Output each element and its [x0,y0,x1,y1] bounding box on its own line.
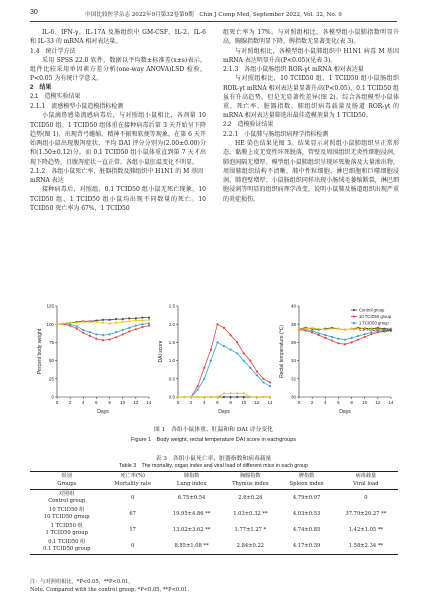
table-header-4: 脾指数 Spleen index [279,472,333,490]
data-point [135,319,137,321]
right-column-block-5: 2.2.1 小鼠肺与肠组织病理学指标检测 [223,130,329,138]
body-weight-chart [35,300,153,415]
data-point [249,360,251,362]
data-point [89,331,91,333]
data-point [141,317,143,319]
data-point [128,317,130,319]
data-point [256,396,258,398]
table-header-0: 组别 Groups [30,472,103,490]
x-axis-label: Days [97,409,109,415]
data-point [148,325,150,327]
data-point [82,332,84,334]
data-point [108,319,110,321]
data-point [311,327,313,329]
table-cell: 4.17±0.59 [279,538,333,555]
data-point [223,392,225,394]
data-point [223,327,225,329]
running-header [30,9,397,22]
data-point [337,342,339,344]
data-point [82,321,84,323]
right-column [223,28,399,204]
data-point [108,333,110,335]
left-column-block-0: IL-6、IFN-γ、IL-17A 及肠组织中 GM-CSF、IL-2、IL-6 和 IL-33 的 mRNA 相对表达量。 [30,29,206,46]
table-cell: 37.79±20.27 ** [345,510,387,517]
data-point [102,319,104,321]
data-point [229,396,231,398]
legend-marker [353,328,355,330]
data-point [177,396,179,398]
x-tick-label: 6 [95,400,98,405]
data-point [115,336,117,338]
x-tick-label: 14 [146,400,152,405]
data-point [135,328,137,330]
x-tick-label: 10 [241,400,247,405]
table-cell: 0.1 TCID50 组 0.1 TCID50 group [30,538,103,555]
data-point [243,360,245,362]
data-point [262,378,264,380]
data-point [229,392,231,394]
data-point [324,329,326,331]
table-cell: 4.74±0.85 [292,526,321,533]
table-cell: 1.42±1.05 ** [348,526,384,533]
data-point [102,334,104,336]
x-tick-label: 10 [362,400,368,405]
table-header-2: 肺指数 Lung index [162,472,221,490]
data-point [210,360,212,362]
right-column-block-2: 2.1.3 各组小鼠肠组织 ROR-γt mRNA 相对表达量 [223,66,364,73]
x-tick-label: 2 [189,400,193,405]
y-tick-label: 1.0 [168,358,175,364]
table-cell: 67 [129,510,136,517]
left-column-block-2: 采用 SPSS 22.0 软件，数据以平均数±标准差(x±s)表示，组件比较采用单因素方差分析(one-way ANOVA)LSD 检验，P<0.05 为有统计学意义。 [30,56,206,83]
legend-label: 0.1 TCID50 group [359,327,393,332]
x-tick-label: 4 [203,400,206,405]
data-point [249,367,251,369]
legend-label: 10 TCID50 group [359,314,392,319]
table-cell: 8.85±1.08 ** [162,538,221,555]
table-cell: 1.77±1.27 * [234,526,267,533]
data-point [269,381,271,383]
data-point [298,328,300,330]
series-line-1 [57,324,149,340]
data-point [337,338,339,340]
y-tick-label: 50 [48,358,54,364]
data-point [223,396,225,398]
x-tick-label: 2 [310,400,314,405]
table-note-en: Note. Compared with the control group, *P<0.05, **P<0.01. [30,587,190,593]
y-tick-label: 1.5 [168,340,175,345]
data-point [69,322,71,324]
right-column-block-1: 与对照组相比，各模型组小鼠肺组织中 H1N1 病毒 M 基因 mRNA 表达明显升高(P<0.05)(见表 3)。 [223,47,399,64]
y-tick-label: 0 [51,394,54,400]
x-tick-label: 14 [267,400,273,405]
y-axis-label: Percent body weight [37,328,43,375]
y-tick-label: 125 [46,303,54,309]
data-point [311,329,313,331]
data-point [304,328,306,330]
table-row [30,490,398,507]
data-point [364,333,366,335]
data-point [76,325,78,327]
data-point [210,349,212,351]
table-3 [30,471,398,555]
figure-caption-en: Figure 1 Body weight, rectal temperature DAI score in eachgroups [130,437,297,443]
y-tick-label: 2.5 [168,303,175,309]
data-point [262,381,264,383]
rectal-temp-chart [277,300,395,415]
data-point [216,341,218,343]
data-point [190,396,192,398]
table-row [30,538,398,555]
table-cell: 1 TCID50 组 1 TCID50 group [45,523,88,536]
data-point [357,339,359,341]
data-point [236,352,238,354]
data-point [76,327,78,329]
data-point [135,317,137,319]
data-point [344,329,346,331]
data-point [337,328,339,330]
data-point [183,396,185,398]
table-row [30,506,398,522]
data-point [210,396,212,398]
data-point [141,323,143,325]
data-point [197,389,199,391]
data-point [223,345,225,347]
table-cell: 4.03±0.53 [292,510,321,517]
data-point [122,321,124,323]
data-point [331,339,333,341]
table-notes [30,578,189,594]
x-tick-label: 12 [375,400,381,405]
table-note-cn: 注：与对照组相比，*P<0.05，**P<0.01。 [30,579,134,585]
table-cell: 对照组 Control group [48,491,86,504]
x-tick-label: 6 [216,400,219,405]
data-point [102,322,104,324]
data-point [76,322,78,324]
table-cell: 0 [131,494,135,501]
x-tick-label: 8 [108,400,111,405]
y-tick-label: 75 [48,340,54,345]
data-point [95,321,97,323]
legend-marker [353,322,355,324]
data-point [148,322,150,324]
data-point [122,329,124,331]
data-point [318,332,320,334]
x-tick-label: 10 [120,400,126,405]
y-tick-label: 36 [290,340,296,345]
journal-title: 中国比较医学杂志 2022年9月第32卷第9期 Chin J Comp Med, September 2022, Vol. 32, No. 9 [85,12,342,18]
x-tick-label: 0 [297,400,301,405]
data-point [82,329,84,331]
table-cell: 0 [103,538,161,555]
data-point [324,337,326,339]
data-point [95,333,97,335]
data-point [331,328,333,330]
x-tick-label: 12 [133,400,139,405]
right-column-block-0: 组死亡率为 17%。与对照组相比，各模型组小鼠肺指数明显升高，胸腺指数明显下降，脾指数无显著变化(表 3)。 [223,29,399,46]
data-point [128,327,130,329]
data-point [148,317,150,319]
table-header-3: 胸腺指数 Thymus index [221,472,279,490]
left-column-block-1: 1.4 统计学方法 [30,47,76,55]
data-point [115,331,117,333]
table-header-row [30,472,398,490]
y-tick-label: 34 [290,358,296,364]
y-tick-label: 30 [290,394,296,400]
left-column-block-8: 接种病毒后，对照组、0.1 TCID50 组小鼠无死亡现象，10 TCID50 组、1 TCID50 组小鼠均出现不同数量的死亡。10 TCID50 死亡率为 67%，1 TCID50 [30,186,206,212]
data-point [216,396,218,398]
y-tick-label: 0.5 [168,376,175,382]
data-point [108,322,110,324]
x-tick-label: 12 [254,400,260,405]
data-point [229,349,231,351]
data-point [102,339,104,341]
table-cell: 4.79±0.97 [292,494,321,501]
data-point [122,333,124,335]
data-point [128,320,130,322]
table-header-1: 死亡率(%) Mortality rate [103,472,161,490]
data-point [269,396,271,398]
data-point [89,321,91,323]
y-tick-label: 100 [46,321,54,327]
legend-label: Control group [359,307,385,313]
data-point [243,396,245,398]
data-point [141,319,143,321]
data-point [135,325,137,327]
data-point [331,336,333,338]
data-point [56,323,58,325]
data-point [216,323,218,325]
data-point [350,341,352,343]
page-number: 30 [30,9,38,16]
table-cell: 0 [364,494,368,501]
table-header-5: 病毒载量 Viral load [334,472,398,490]
legend-marker [353,309,355,311]
data-point [344,339,346,341]
figure-1 [35,300,395,418]
y-tick-label: 25 [48,376,54,382]
figure-caption-cn: 图 1 各组小鼠体重、肛温和和 DAI 评分变化 [154,427,273,433]
table-cell: 17 [129,526,136,533]
data-point [357,335,359,337]
x-tick-label: 8 [350,400,353,405]
data-point [115,318,117,320]
data-point [122,318,124,320]
series-line-1 [178,324,270,397]
data-point [229,334,231,336]
data-point [141,326,143,328]
left-column [30,28,206,213]
x-tick-label: 0 [55,400,59,405]
data-point [256,374,258,376]
x-tick-label: 4 [324,400,327,405]
data-point [324,334,326,336]
dai-score-chart [156,300,274,415]
data-point [203,396,205,398]
data-point [148,319,150,321]
table-cell: 1.58±2.34 ** [334,538,398,555]
data-point [108,338,110,340]
table-cell: 19.95±4.86 ** [172,510,211,517]
left-column-block-4: 2.1 造模实验结果 [30,93,81,100]
data-point [236,396,238,398]
x-axis-label: Days [339,409,351,415]
y-tick-label: 32 [290,376,296,382]
table-cell: 2.6±0.24 [238,494,263,501]
data-point [243,352,245,354]
data-point [115,322,117,324]
left-column-block-3: 2 结果 [30,84,52,91]
data-point [262,396,264,398]
data-point [350,337,352,339]
data-point [197,396,199,398]
data-point [95,338,97,340]
legend-marker [353,315,355,317]
table-cell: 13.02±3.62 ** [172,526,211,533]
x-tick-label: 2 [68,400,72,405]
table-caption-cn: 表 3 各组小鼠死亡率、脏器指数和病毒载量 [155,456,272,462]
data-point [62,322,64,324]
table-row [30,522,398,538]
data-point [364,336,366,338]
table-cell: 6.75±0.54 [177,494,206,501]
y-tick-label: 40 [290,303,296,309]
data-point [269,385,271,387]
right-column-block-3: 与对照组相比，10 TCID50 组、1 TCID50 组小鼠肠组织 ROR-γt mRNA 相对表达量显著升高(P<0.05)，0.1 TCID50 组虽有升高趋势，但是无显著性差异(图 2)。综合各组模型小鼠体重、死亡率、脏器指数、肺组织病毒载量及肠道 ROR-γt 的 mRNA 相对表达量筛选出最佳造模剂量为 1 TCID50。 [223,75,399,120]
data-point [243,392,245,394]
data-point [203,367,205,369]
table-caption-en: Table 3 The mortality, organ index and viral load of different mice in each group [119,463,308,469]
y-tick-label: 0.0 [168,394,175,400]
x-tick-label: 8 [229,400,232,405]
data-point [236,392,238,394]
data-point [203,378,205,380]
right-column-block-6: HE 染色结果见图 3。结果显示对照组小鼠肺组织呈正常形态，黏膜上皮无变性坏死脱落，管壁及周围组织无炎性细胞浸润，肺泡间隔无增厚。模型组小鼠肺组织呈现坏死脱落及大量渗出物，周围肺组织结构不清晰，肺中性粒细胞、淋巴细胞和巨噬细胞浸润，肺泡壁增厚；小鼠肠组织同样出现小肠绒毛萎缩断裂，淋巴细胞浸润等明显的组织病理学改变，说明小鼠肺及肠道组织出现严重的炎症损伤。 [223,140,399,203]
data-point [128,330,130,332]
data-point [249,396,251,398]
left-column-block-7: 2.1.2 各组小鼠死亡率、脏器指数及肺组织中 H1N1 的 M 基因 mRNA 表达 [30,167,204,184]
x-axis-label: Days [218,409,230,415]
data-point [256,370,258,372]
data-point [89,335,91,337]
data-point [197,385,199,387]
right-column-block-4: 2.2 造模验证结果 [223,121,274,128]
y-tick-label: 38 [290,321,296,327]
table-cell: 10 TCID50 组 10 TCID50 group [43,507,90,520]
y-axis-label: DAI score [158,340,164,363]
table-cell: 2.84±0.22 [221,538,279,555]
x-tick-label: 14 [388,400,394,405]
x-tick-label: 6 [337,400,340,405]
y-tick-label: 2.0 [168,321,175,327]
x-tick-label: 0 [176,400,180,405]
left-column-block-6: 小鼠滴鼻感染流感病毒后，与对照组小鼠相比，各剂量 10 TCID50 组、1 TCID50 组体重在接种病毒后第 3 天开始呈下降趋势(图 1)，出现背弓蜷缩、精神不振和软便等现象，在第 6 天开始两组小鼠出现腹泻症状，平均 DAI 评分分别为(2.00±0.00)分和(1.50±0.12)分。而 0.1 TCID50 组小鼠体重直到第 7 天才出现下降趋势，且腹泻症状一直正常。各组小鼠肛温变化不明显。 [30,112,206,166]
left-column-block-5: 2.1.1 流感模型小鼠造模指标检测 [30,103,124,110]
table-cell: 1.03±0.32 ** [233,510,268,517]
data-point [236,341,238,343]
data-point [318,328,320,330]
x-tick-label: 4 [82,400,85,405]
data-point [344,343,346,345]
legend-label: 1 TCID50 group [359,320,389,326]
y-axis-label: Rectal temperature (℃) [279,325,285,378]
